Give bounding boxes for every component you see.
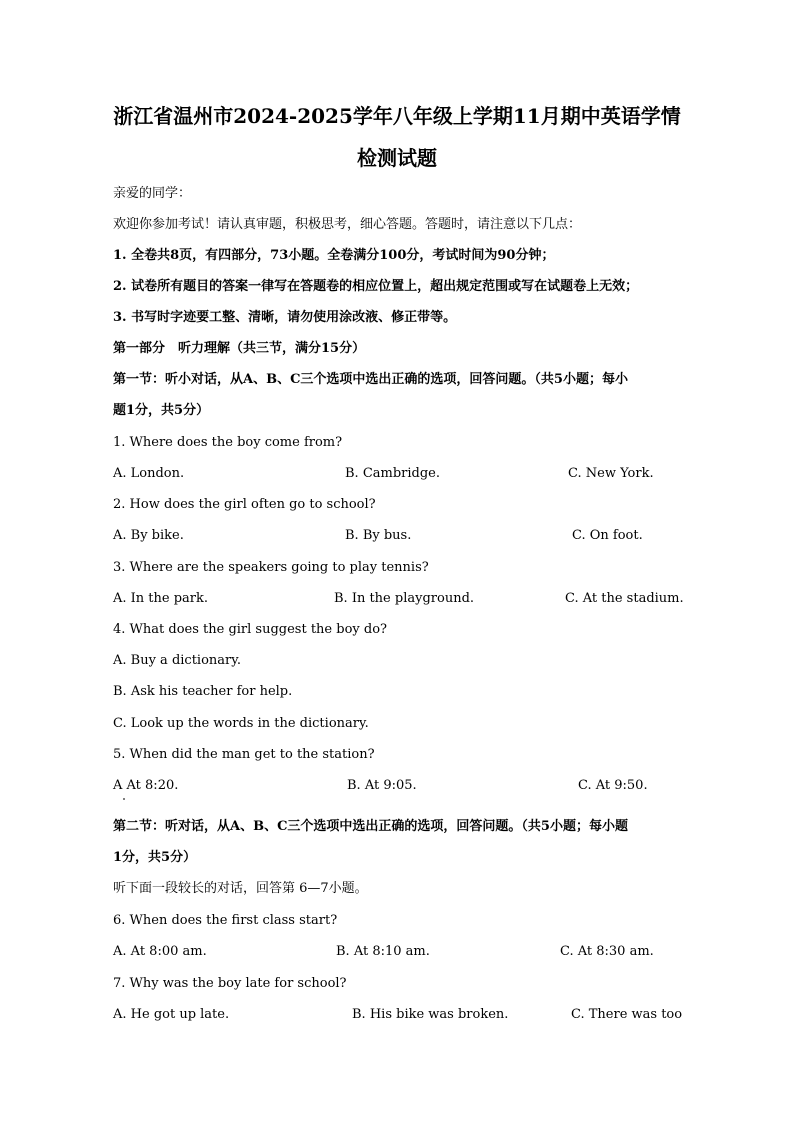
q1-option-a: A. London. xyxy=(113,466,185,481)
q3-option-b: B. In the playground. xyxy=(334,591,475,606)
note-2: 2. 试卷所有题目的答案一律写在答题卷的相应位置上，超出规定范围或写在试题卷上无效； xyxy=(113,279,639,294)
q2-option-b: B. By bus. xyxy=(345,528,412,543)
exam-title-line-2: 检测试题 xyxy=(357,146,437,170)
q1-option-c: C. New York. xyxy=(568,466,654,481)
question-1: 1. Where does the boy come from? xyxy=(113,435,343,450)
q2-option-a: A. By bike. xyxy=(113,528,184,543)
part-1-heading: 第一部分 听力理解（共三节，满分15分） xyxy=(113,341,366,356)
q4-option-c: C. Look up the words in the dictionary. xyxy=(113,716,369,731)
welcome-text: 欢迎你参加考试！请认真审题，积极思考，细心答题。答题时，请注意以下几点： xyxy=(113,217,582,232)
q6-option-a: A. At 8:00 am. xyxy=(113,944,207,959)
q6-option-c: C. At 8:30 am. xyxy=(560,944,654,959)
q5-option-a: A At 8:20. xyxy=(113,778,179,793)
q7-option-a: A. He got up late. xyxy=(113,1007,230,1022)
exam-title-line-1: 浙江省温州市2024-2025学年八年级上学期11月期中英语学情 xyxy=(113,104,681,128)
q6-option-b: B. At 8:10 am. xyxy=(336,944,430,959)
question-2: 2. How does the girl often go to school? xyxy=(113,497,376,512)
q2-option-c: C. On foot. xyxy=(572,528,643,543)
q3-option-c: C. At the stadium. xyxy=(565,591,684,606)
question-3: 3. Where are the speakers going to play tennis? xyxy=(113,560,429,575)
q5-option-c: C. At 9:50. xyxy=(578,778,648,793)
q7-option-b: B. His bike was broken. xyxy=(352,1007,509,1022)
question-7: 7. Why was the boy late for school? xyxy=(113,976,347,991)
greeting: 亲爱的同学： xyxy=(113,186,192,201)
q5-option-b: B. At 9:05. xyxy=(347,778,417,793)
q7-option-c: C. There was too xyxy=(571,1007,683,1022)
section-1-instruction-line-2: 题1分，共5分） xyxy=(113,403,210,418)
question-4: 4. What does the girl suggest the boy do? xyxy=(113,622,388,637)
section-1-instruction-line-1: 第一节：听小对话，从A、B、C三个选项中选出正确的选项，回答问题。（共5小题；每小 xyxy=(113,372,628,387)
section-2-instruction-line-2: 1分，共5分） xyxy=(113,850,197,865)
q4-option-a: A. Buy a dictionary. xyxy=(113,653,241,668)
q4-option-b: B. Ask his teacher for help. xyxy=(113,684,293,699)
question-5: 5. When did the man get to the station? xyxy=(113,747,375,762)
q1-option-b: B. Cambridge. xyxy=(345,466,441,481)
note-3: 3. 书写时字迹要工整、清晰，请勿使用涂改液、修正带等。 xyxy=(113,310,457,325)
question-6: 6. When does the first class start? xyxy=(113,913,338,928)
stray-dot xyxy=(123,798,125,800)
q3-option-a: A. In the park. xyxy=(113,591,209,606)
note-1: 1. 全卷共8页，有四部分，73小题。全卷满分100分，考试时间为90分钟； xyxy=(113,248,555,263)
section-2-dialogue-intro: 听下面一段较长的对话，回答第 6—7小题。 xyxy=(113,881,368,896)
section-2-instruction-line-1: 第二节：听对话，从A、B、C三个选项中选出正确的选项，回答问题。（共5小题；每小题 xyxy=(113,819,628,834)
